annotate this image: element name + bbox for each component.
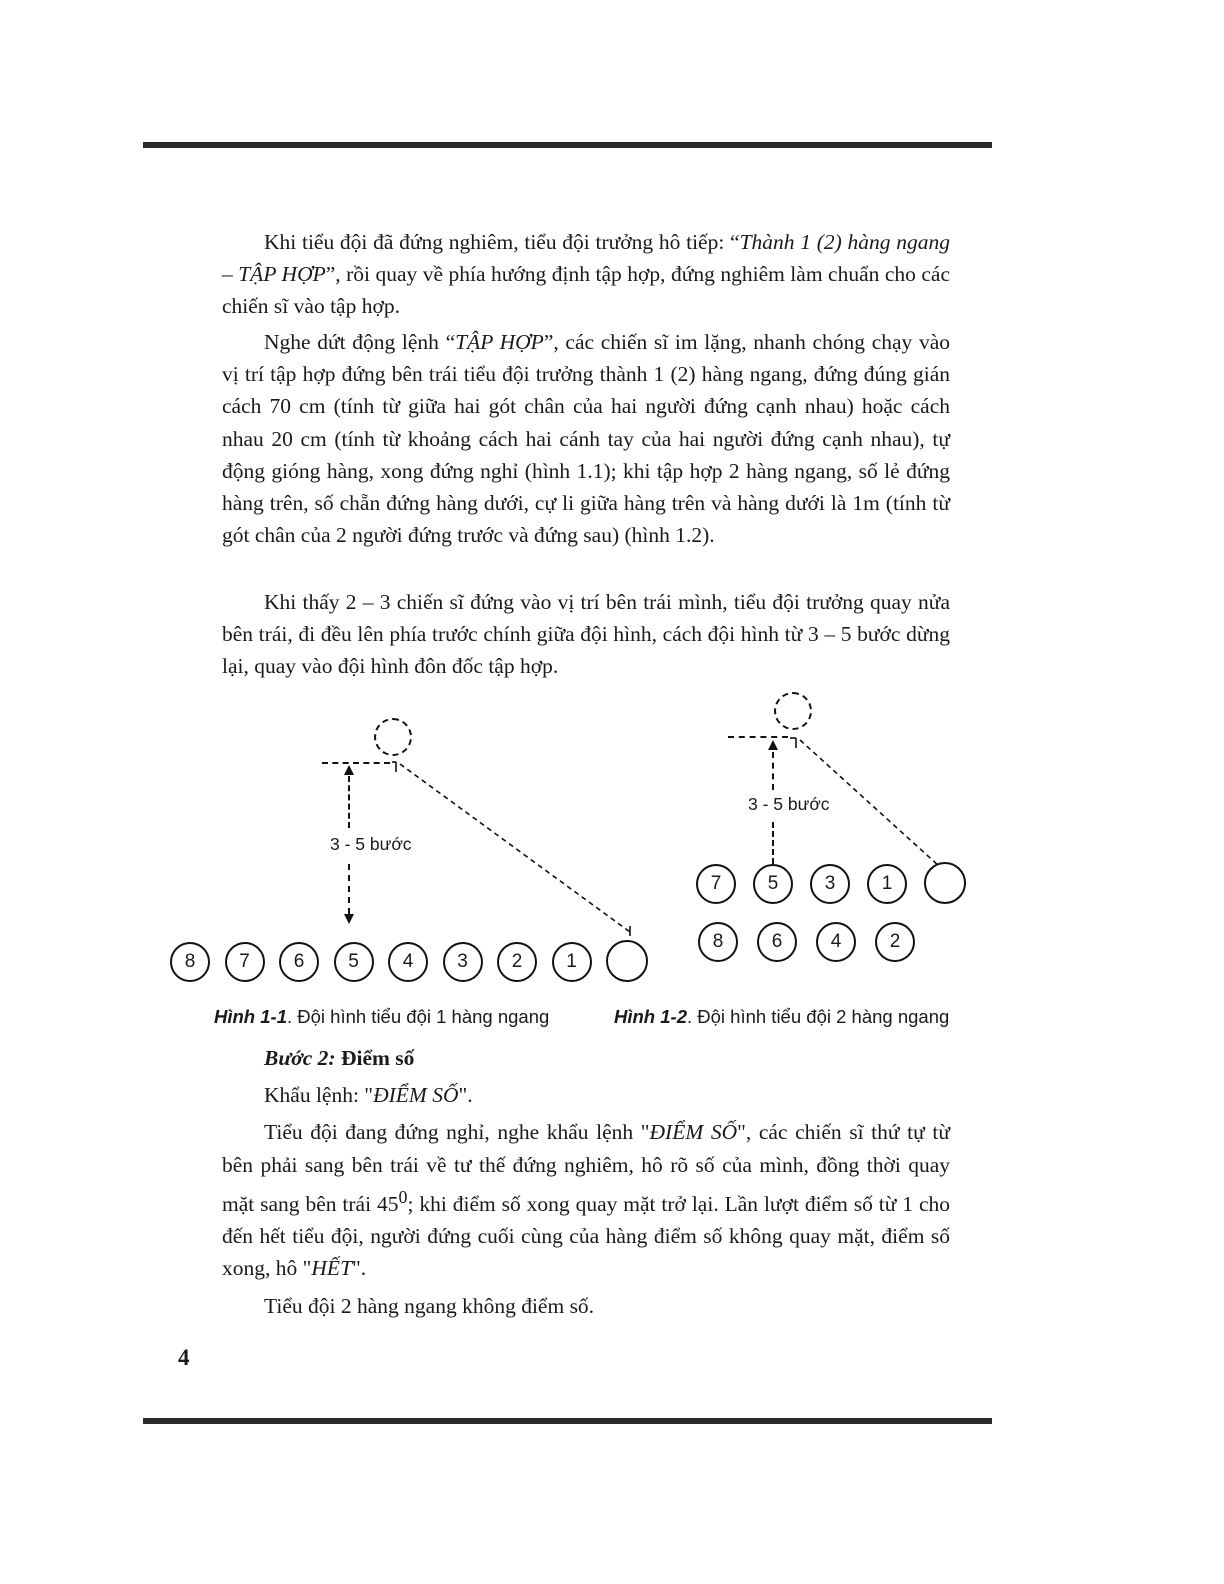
figure-1-1 <box>160 700 670 1040</box>
section-paragraph-1: Tiểu đội đang đứng nghỉ, nghe khẩu lệnh "ĐIỂM SỐ", các chiến sĩ thứ tự từ bên phải sang bên trái về tư thế đứng nghiêm, hô rõ số của mình, đồng thời quay mặt sang bên trái $45^0$; khi điểm số xong quay mặt trở lại. Lần lượt điểm số từ 1 cho đến hết tiểu đội, người đứng cuối cùng của hàng điểm số không quay mặt, điểm số xong, hô "HẾT". <box>222 1120 951 1281</box>
distance-line-top <box>348 776 350 828</box>
squad-leader-circle <box>924 862 966 904</box>
soldier-circle-8: 8 <box>170 942 210 982</box>
soldier-circle-5: 5 <box>334 942 374 982</box>
section-heading: Bước 2: Điểm số <box>264 1046 415 1070</box>
distance-label: 3 - 5 bước <box>748 794 830 814</box>
soldier-circle-4: 4 <box>388 942 428 982</box>
soldier-circle-3: 3 <box>443 942 483 982</box>
bottom-rule <box>143 1418 992 1424</box>
soldier-circle-8: 8 <box>698 922 738 962</box>
arrow-up-icon <box>344 765 354 775</box>
arrow-down-icon <box>344 914 354 924</box>
soldier-circle-4: 4 <box>816 922 856 962</box>
soldier-circle-7: 7 <box>225 942 265 982</box>
squad-leader-circle <box>606 940 648 982</box>
figure-1-1-diagonal <box>160 700 670 1040</box>
section-step-2 <box>222 1042 950 1322</box>
soldier-circle-7: 7 <box>696 864 736 904</box>
page-number: 4 <box>178 1345 190 1370</box>
soldier-circle-1: 1 <box>867 864 907 904</box>
soldier-circle-3: 3 <box>810 864 850 904</box>
figure-1-2-diagonal <box>680 676 980 1040</box>
intro-paragraph-3: Khi thấy 2 – 3 chiến sĩ đứng vào vị trí bên trái mình, tiểu đội trưởng quay nửa bên trái, đi đều lên phía trước chính giữa đội hình, cách đội hình từ 3 – 5 bước dừng lại, quay vào đội hình đôn đốc tập hợp. <box>222 590 950 679</box>
soldier-circle-6: 6 <box>279 942 319 982</box>
distance-line-top <box>772 752 774 790</box>
section-paragraph-2: Tiểu đội 2 hàng ngang không điểm số. <box>264 1293 595 1318</box>
squad-leader-position <box>774 692 812 730</box>
soldier-circle-2: 2 <box>875 922 915 962</box>
intro-paragraph-1: Khi tiểu đội đã đứng nghiêm, tiểu đội trưởng hô tiếp: “Thành 1 (2) hàng ngang – TẬP HỢP”, rồi quay về phía hướng định tập hợp, đứng nghiêm làm chuẩn cho các chiến sĩ vào tập hợp. <box>222 230 950 319</box>
arrow-up-icon <box>768 740 778 750</box>
leader-reference-line <box>322 762 390 764</box>
squad-leader-position <box>374 718 412 756</box>
intro-paragraph-2: Nghe dứt động lệnh “TẬP HỢP”, các chiến sĩ im lặng, nhanh chóng chạy vào vị trí tập hợp đứng bên trái tiểu đội trưởng thành 1 (2) hàng ngang, đứng đúng gián cách 70 cm (tính từ giữa hai gót chân của hai người đứng cạnh nhau) hoặc cách nhau 20 cm (tính từ khoảng cách hai cánh tay của hai người đứng cạnh nhau), tự động gióng hàng, xong đứng nghỉ (hình 1.1); khi tập hợp 2 hàng ngang, số lẻ đứng hàng trên, số chẵn đứng hàng dưới, cự li giữa hàng trên và hàng dưới là 1m (tính từ gót chân của 2 người đứng trước và đứng sau) (hình 1.2). <box>222 330 950 548</box>
soldier-circle-5: 5 <box>753 864 793 904</box>
figure-1-2 <box>614 676 980 1040</box>
soldier-circle-2: 2 <box>497 942 537 982</box>
command-line: Khẩu lệnh: "ĐIỂM SỐ". <box>264 1083 473 1108</box>
soldier-circle-1: 1 <box>552 942 592 982</box>
leader-reference-line <box>728 736 788 738</box>
top-rule <box>143 142 992 148</box>
soldier-circle-6: 6 <box>757 922 797 962</box>
distance-line-bottom <box>772 822 774 864</box>
distance-line-bottom <box>348 864 350 914</box>
distance-label: 3 - 5 bước <box>330 834 412 854</box>
figure-1-2-caption: Hình 1-2. Đội hình tiểu đội 2 hàng ngang <box>614 1006 950 1027</box>
figure-1-1-caption: Hình 1-1. Đội hình tiểu đội 1 hàng ngang <box>214 1006 550 1027</box>
